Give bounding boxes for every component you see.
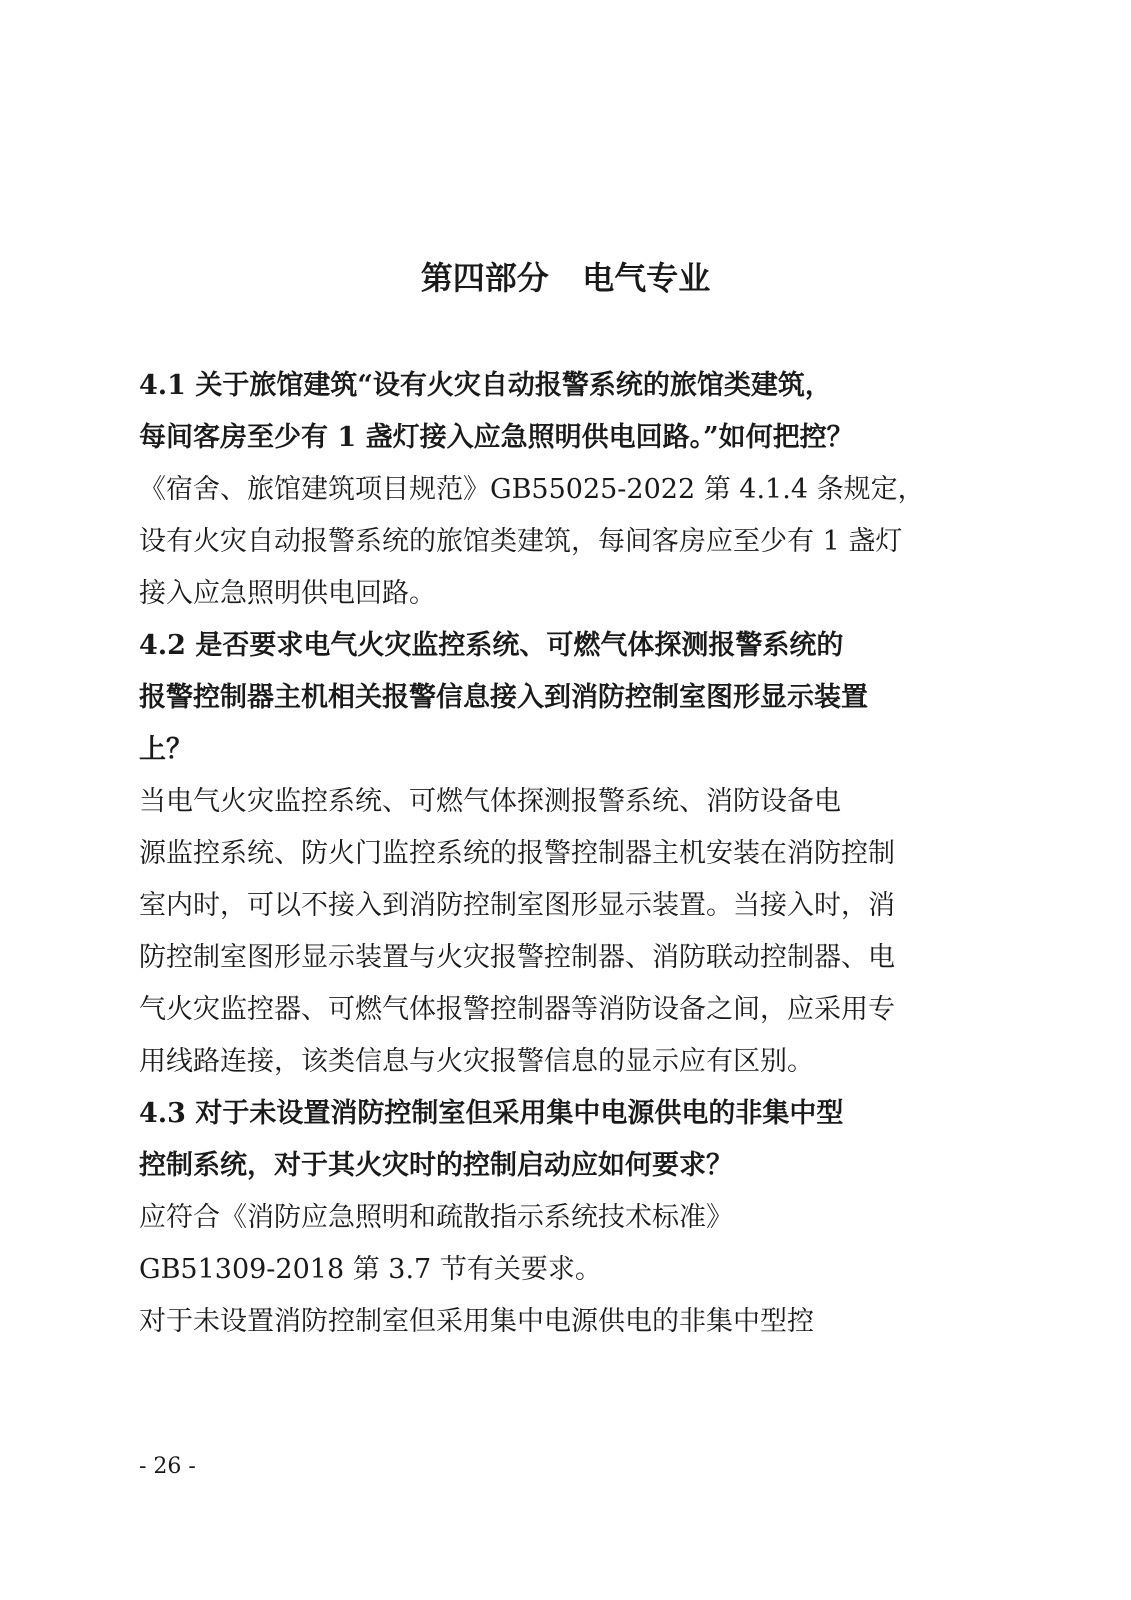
question-line: 4.3 对于未设置消防控制室但采用集中电源供电的非集中型	[139, 1098, 844, 1129]
answer-line: GB51309-2018 第 3.7 节有关要求。	[139, 1254, 602, 1285]
question-line: 报警控制器主机相关报警信息接入到消防控制室图形显示装置	[139, 682, 868, 713]
answer-line: 源监控系统、防火门监控系统的报警控制器主机安装在消防控制	[139, 838, 895, 869]
answer-line: 用线路连接，该类信息与火灾报警信息的显示应有区别。	[139, 1046, 814, 1077]
answer-line: 对于未设置消防控制室但采用集中电源供电的非集中型控	[139, 1306, 814, 1337]
answer-line: 当电气火灾监控系统、可燃气体探测报警系统、消防设备电	[139, 786, 841, 817]
answer-line: 气火灾监控器、可燃气体报警控制器等消防设备之间，应采用专	[139, 994, 895, 1025]
question-line: 上？	[139, 734, 193, 765]
question-line: 4.2 是否要求电气火灾监控系统、可燃气体探测报警系统的	[139, 630, 844, 661]
question-line: 4.1 关于旅馆建筑“设有火灾自动报警系统的旅馆类建筑，	[139, 370, 832, 401]
question-line: 控制系统，对于其火灾时的控制启动应如何要求？	[139, 1150, 733, 1181]
page-number: - 26 -	[139, 1454, 196, 1479]
answer-line: 室内时，可以不接入到消防控制室图形显示装置。当接入时，消	[139, 890, 895, 921]
question-line: 每间客房至少有 1 盏灯接入应急照明供电回路。”如何把控？	[139, 422, 854, 453]
answer-line: 接入应急照明供电回路。	[139, 578, 436, 609]
answer-line: 设有火灾自动报警系统的旅馆类建筑，每间客房应至少有 1 盏灯	[139, 526, 903, 557]
answer-line: 防控制室图形显示装置与火灾报警控制器、消防联动控制器、电	[139, 942, 895, 973]
page-title: 第四部分 电气专业	[420, 259, 711, 297]
answer-line: 应符合《消防应急照明和疏散指示系统技术标准》	[139, 1202, 733, 1233]
answer-line: 《宿舍、旅馆建筑项目规范》GB55025-2022 第 4.1.4 条规定，	[139, 474, 925, 505]
